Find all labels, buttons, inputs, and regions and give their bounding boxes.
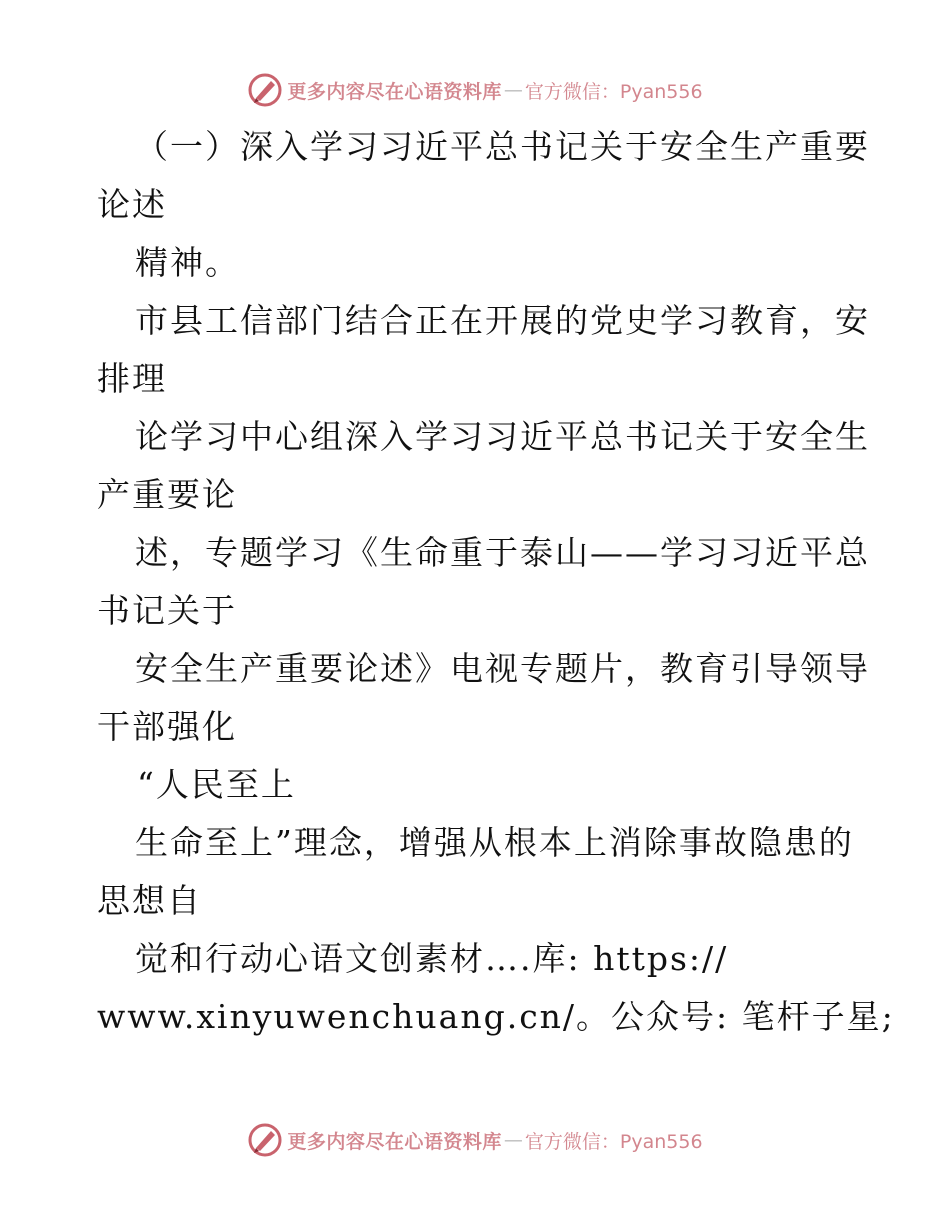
paragraph-line: 干部强化 bbox=[97, 707, 237, 746]
paragraph-line: 思想自 bbox=[97, 881, 202, 920]
paragraph-line: 书记关于 bbox=[97, 591, 237, 630]
paragraph-line: 生命至上”理念，增强从根本上消除事故隐患的 bbox=[135, 823, 854, 862]
paragraph-line: 论述 bbox=[97, 185, 167, 224]
header-watermark bbox=[0, 70, 950, 110]
pen-logo-icon bbox=[247, 1122, 283, 1158]
paragraph-line: “人民至上 bbox=[137, 765, 296, 804]
paragraph-line: 产重要论 bbox=[97, 475, 237, 514]
watermark-separator: — bbox=[503, 1129, 523, 1151]
paragraph-line: 觉和行动心语文创素材….库: https:// bbox=[135, 939, 729, 978]
paragraph-line: 论学习中心组深入学习习近平总书记关于安全生 bbox=[135, 417, 870, 456]
paragraph-line: 精神。 bbox=[135, 243, 240, 282]
paragraph-line: 安全生产重要论述》电视专题片，教育引导领导 bbox=[135, 649, 870, 688]
watermark-separator: — bbox=[503, 79, 523, 101]
footer-watermark bbox=[0, 1120, 950, 1160]
watermark-text: 更多内容尽在心语资料库 bbox=[287, 80, 502, 103]
paragraph-line: 排理 bbox=[97, 359, 167, 398]
paragraph-line: （一）深入学习习近平总书记关于安全生产重要 bbox=[135, 127, 870, 166]
paragraph-line: 述，专题学习《生命重于泰山——学习习近平总 bbox=[135, 533, 870, 572]
paragraph-line: www.xinyuwenchuang.cn/。公众号: 笔杆子星; bbox=[97, 997, 895, 1036]
document-body bbox=[97, 118, 895, 1046]
watermark-text: 更多内容尽在心语资料库 bbox=[287, 1130, 502, 1153]
pen-logo-icon bbox=[247, 72, 283, 108]
paragraph-line: 市县工信部门结合正在开展的党史学习教育，安 bbox=[135, 301, 870, 340]
watermark-wechat: 官方微信：Pyan556 bbox=[524, 80, 703, 103]
watermark-wechat: 官方微信：Pyan556 bbox=[524, 1130, 703, 1153]
